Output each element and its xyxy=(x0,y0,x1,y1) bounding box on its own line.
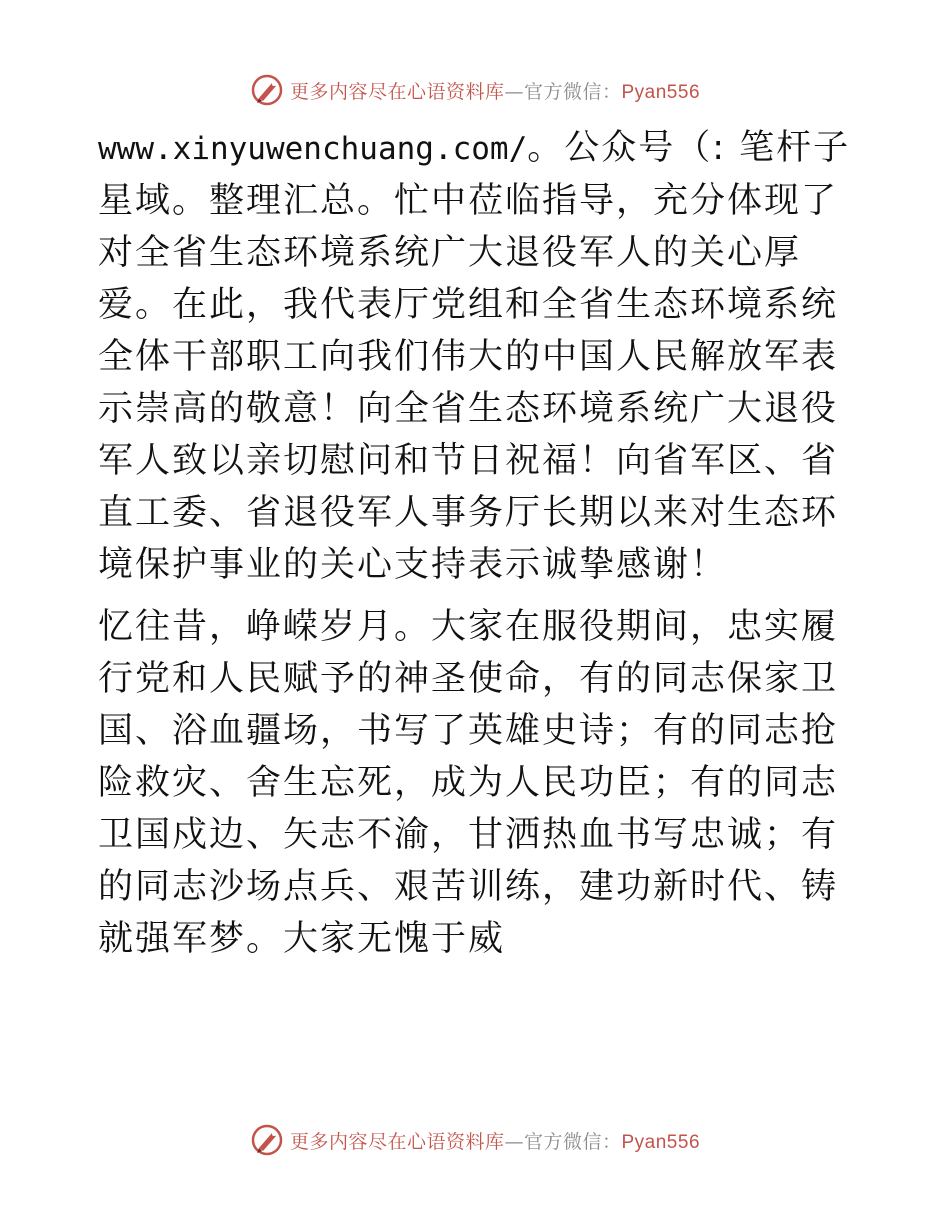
paragraph-1 xyxy=(98,122,858,591)
paragraph-1-text: 。公众号（: 笔杆子星域。整理汇总。忙中莅临指导，充分体现了对全省生态环境系统广大退役军人的关心厚爱。在此，我代表厅党组和全省生态环境系统全体干部职工向我们伟大的中国人民解放军表示崇高的敬意！向全省生态环境系统广大退役军人致以亲切慰问和节日祝福！向省军区、省直工委、省退役军人事务厅长期以来对生态环境保护事业的关心支持表示诚挚感谢！ xyxy=(98,128,851,585)
website-url: www.xinyuwenchuang.com/ xyxy=(98,131,528,167)
watermark-main: 更多内容尽在心语资料库 xyxy=(289,1130,505,1153)
watermark-wechat-id: Pyan556 xyxy=(621,81,701,103)
watermark-wechat-id: Pyan556 xyxy=(621,1131,701,1153)
pen-logo-icon xyxy=(250,1123,284,1157)
document-body xyxy=(98,122,858,965)
footer-watermark xyxy=(0,1120,950,1160)
watermark-text xyxy=(290,77,700,104)
paragraph-2: 忆往昔，峥嵘岁月。大家在服役期间，忠实履行党和人民赋予的神圣使命，有的同志保家卫国、浴血疆场，书写了英雄史诗；有的同志抢险救灾、舍生忘死，成为人民功臣；有的同志卫国戍边、矢志不渝，甘洒热血书写忠诚；有的同志沙场点兵、艰苦训练，建功新时代、铸就强军梦。大家无愧于威 xyxy=(98,607,839,959)
watermark-text xyxy=(290,1127,700,1154)
watermark-main: 更多内容尽在心语资料库 xyxy=(289,80,505,103)
pen-logo-icon xyxy=(250,73,284,107)
header-watermark xyxy=(0,70,950,110)
watermark-sub: —官方微信： xyxy=(504,1130,622,1153)
watermark-sub: —官方微信： xyxy=(504,80,622,103)
